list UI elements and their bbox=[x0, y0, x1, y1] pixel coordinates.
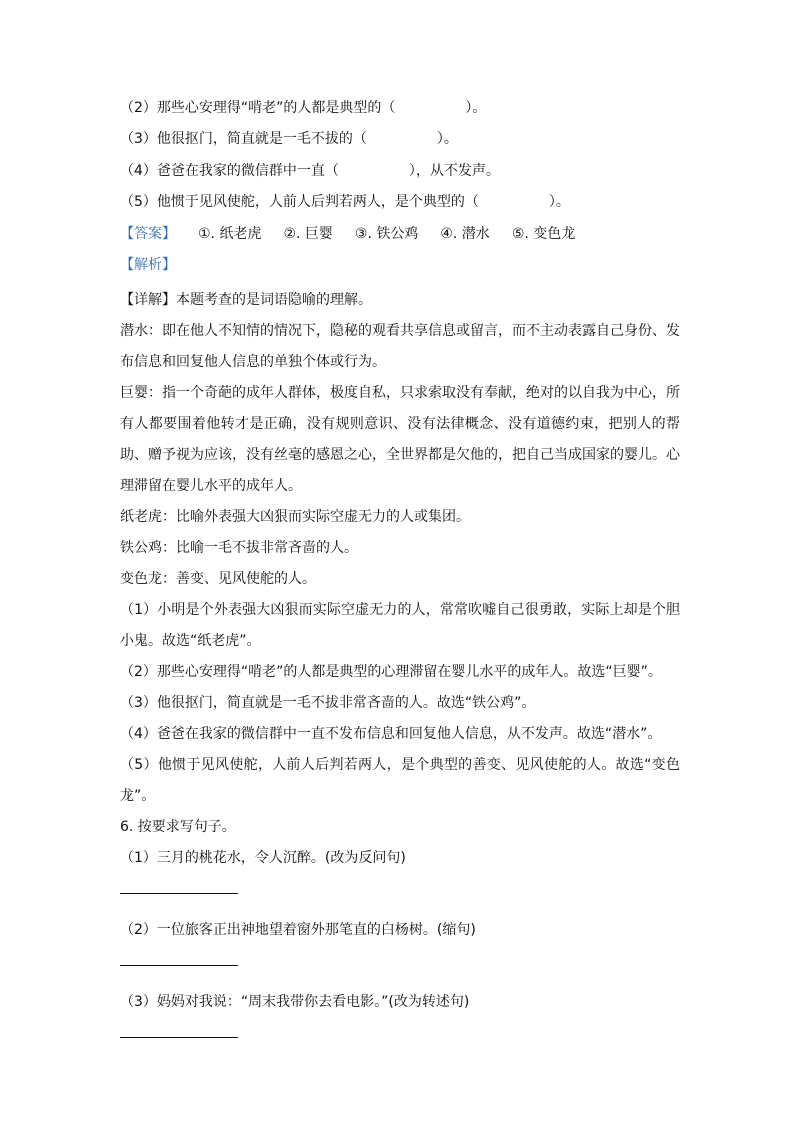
explanation-3: （3）他很抠门，简直就是一毛不拔非常吝啬的人。故选“铁公鸡”。 bbox=[120, 695, 536, 712]
definition-bianselong: 变色龙：善变、见风使舵的人。 bbox=[120, 571, 316, 588]
answer-blank-1[interactable] bbox=[120, 892, 238, 894]
detail-intro: 【详解】本题考查的是词语隐喻的理解。 bbox=[120, 292, 372, 309]
question-6-item-2: （2）一位旅客正出神地望着窗外那笔直的白杨树。(缩句) bbox=[120, 922, 476, 939]
question-4: （4）爸爸在我家的微信群中一直（ ），从不发声。 bbox=[120, 162, 500, 179]
question-3: （3）他很抠门，简直就是一毛不拔的（ ）。 bbox=[120, 131, 458, 148]
answer-label: 【答案】 bbox=[120, 225, 176, 242]
answer-blank-3[interactable] bbox=[120, 1036, 238, 1038]
question-6-title: 6. 按要求写句子。 bbox=[120, 819, 236, 836]
answer-item-2: ②. 巨婴 bbox=[283, 225, 333, 242]
question-6-item-3: （3）妈妈对我说：“周末我带你去看电影。”(改为转述句) bbox=[120, 994, 470, 1011]
answer-item-1: ①. 纸老虎 bbox=[198, 225, 262, 242]
explanation-5: （5）他惯于见风使舵，人前人后判若两人，是个典型的善变、见风使舵的人。故选“变色龙”。 bbox=[120, 757, 680, 805]
question-2: （2）那些心安理得“啃老”的人都是典型的（ ）。 bbox=[120, 100, 487, 116]
answer-blank-2[interactable] bbox=[120, 964, 238, 966]
analysis-label: 【解析】 bbox=[120, 256, 176, 273]
explanation-1: （1）小明是个外表强大凶狠而实际空虚无力的人，常常吹嘘自己很勇敢，实际上却是个胆小鬼。故选“纸老虎”。 bbox=[120, 602, 680, 650]
answer-item-3: ③. 铁公鸡 bbox=[354, 225, 419, 242]
answer-row bbox=[120, 223, 680, 245]
answer-item-5: ⑤. 变色龙 bbox=[511, 225, 576, 242]
definition-qianshui: 潜水：即在他人不知情的情况下，隐秘的观看共享信息或留言，而不主动表露自己身份、发布信息和回复他人信息的单独个体或行为。 bbox=[120, 323, 680, 371]
explanation-2: （2）那些心安理得“啃老”的人都是典型的心理滞留在婴儿水平的成年人。故选“巨婴”。 bbox=[120, 664, 662, 681]
question-5: （5）他惯于见风使舵，人前人后判若两人，是个典型的（ ）。 bbox=[120, 194, 570, 211]
explanation-4: （4）爸爸在我家的微信群中一直不发布信息和回复他人信息，从不发声。故选“潜水”。 bbox=[120, 726, 662, 743]
answer-item-4: ④. 潜水 bbox=[440, 225, 490, 242]
definition-zhilaohu: 纸老虎：比喻外表强大凶狠而实际空虚无力的人或集团。 bbox=[120, 509, 470, 526]
definition-juying: 巨婴：指一个奇葩的成年人群体，极度自私，只求索取没有奉献，绝对的以自我为中心，所有人都要围着他转才是正确，没有规则意识、没有法律概念、没有道德约束，把别人的帮助、赠予视为应该，没有丝毫的感恩之心，全世界都是欠他的，把自己当成国家的婴儿。心理滞留在婴儿水平的成年人。 bbox=[120, 385, 680, 495]
definition-tiegongji: 铁公鸡：比喻一毛不拔非常吝啬的人。 bbox=[120, 540, 358, 557]
document-page bbox=[120, 97, 680, 1059]
question-6-item-1: （1）三月的桃花水，令人沉醉。(改为反问句) bbox=[120, 850, 406, 867]
